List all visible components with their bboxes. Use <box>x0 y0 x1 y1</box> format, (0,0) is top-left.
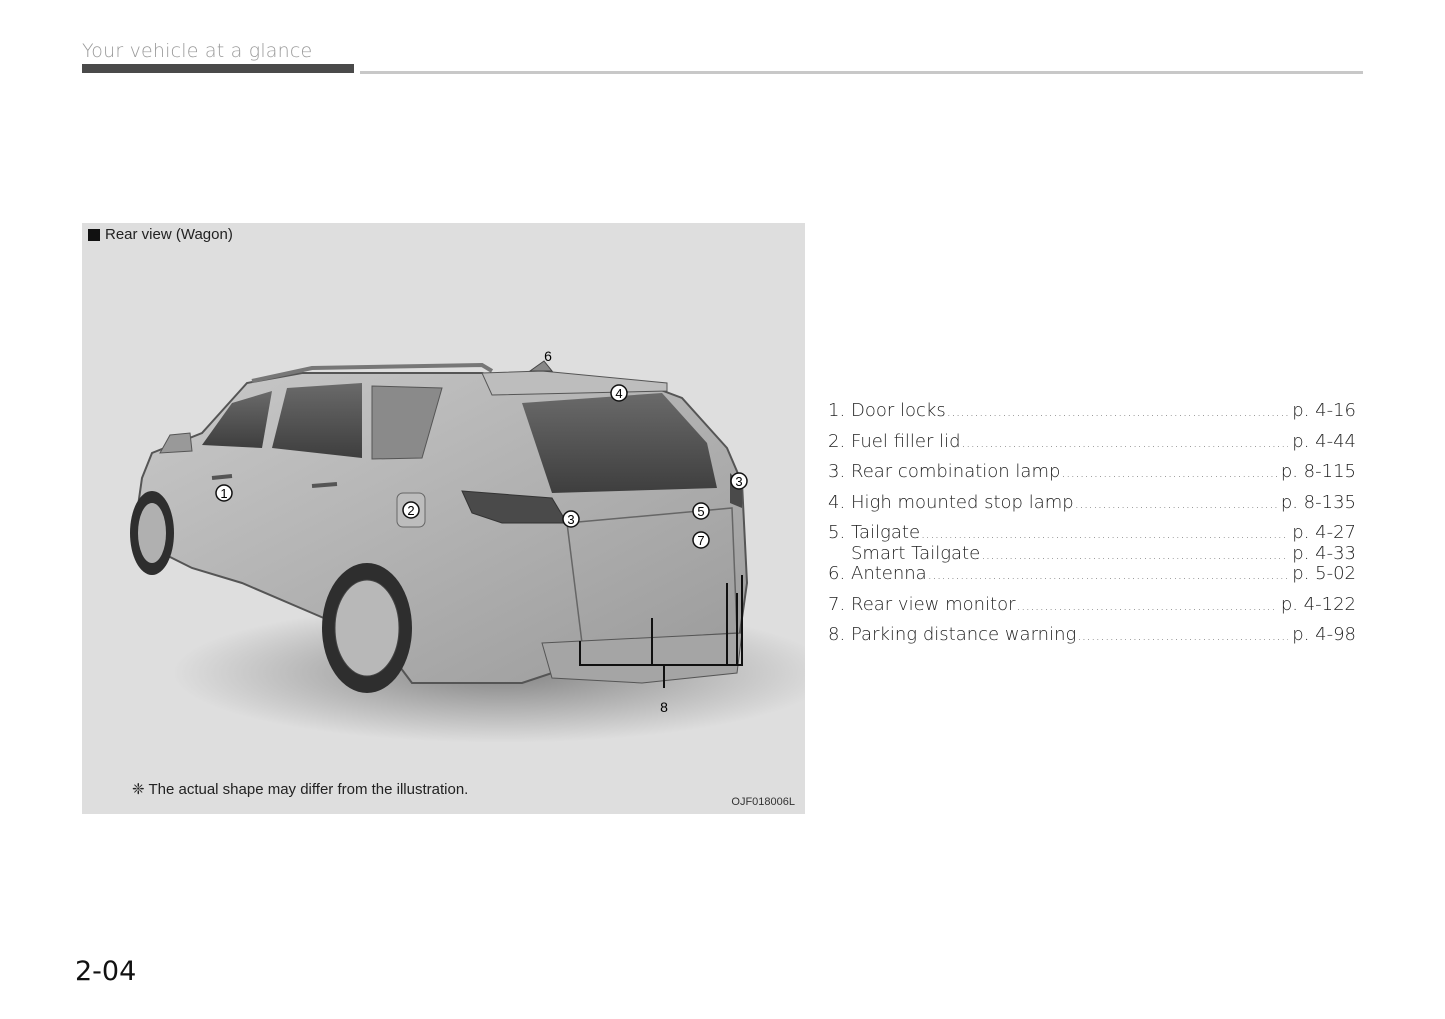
callout-6 <box>544 348 552 364</box>
legend-item-antenna <box>828 563 1356 594</box>
leader-dots <box>947 405 1289 420</box>
figure-note: ❈ The actual shape may differ from the illustration. <box>132 781 469 798</box>
legend-label: Door locks <box>851 400 946 421</box>
legend-label: Smart Tailgate <box>851 542 981 564</box>
legend-label: High mounted stop lamp <box>851 491 1074 513</box>
leader-dots <box>981 548 1288 563</box>
legend-label: Parking distance warning <box>851 624 1077 646</box>
legend-page: p. 4-122 <box>1280 593 1356 615</box>
callout-1 <box>216 485 232 501</box>
callout-label: 4 <box>615 386 623 401</box>
legend-page: p. 4-27 <box>1292 522 1356 544</box>
legend-num: 2. <box>828 430 846 452</box>
callout-7 <box>693 532 709 548</box>
legend-item-smart-tailgate <box>828 543 1356 563</box>
leader-dots <box>962 436 1289 451</box>
legend-page: p. 4-98 <box>1292 624 1356 646</box>
callout-label: 2 <box>407 503 415 518</box>
section-title: Your vehicle at a glance <box>82 40 313 62</box>
legend-item-door-locks <box>828 400 1356 431</box>
legend-label: Rear view monitor <box>851 593 1016 615</box>
rear-view-figure <box>82 223 805 814</box>
front-wheel-rim <box>138 503 166 563</box>
side-mirror <box>160 433 192 453</box>
legend-num: 7. <box>828 593 846 615</box>
legend-item-fuel-filler-lid <box>828 431 1356 462</box>
legend-item-rear-view-monitor <box>828 594 1356 625</box>
legend-page: p. 5-02 <box>1292 562 1356 584</box>
legend-num: 6. <box>828 562 846 584</box>
legend-num: 8. <box>828 624 846 646</box>
leader-dots <box>1075 497 1277 512</box>
door-handle <box>312 484 337 486</box>
legend-page: p. 4-33 <box>1292 542 1356 564</box>
callout-3-right <box>731 473 747 489</box>
roof-spoiler <box>482 371 667 395</box>
callout-label: 7 <box>697 533 705 548</box>
page-number: 2-04 <box>75 956 137 987</box>
callout-label: 1 <box>220 486 228 501</box>
header-rule <box>360 71 1363 74</box>
callout-label: 6 <box>544 348 552 364</box>
section-title-bar <box>82 64 354 73</box>
callout-label: 3 <box>567 512 575 527</box>
legend-label: Antenna <box>851 562 927 584</box>
callout-label: 8 <box>660 699 668 715</box>
callout-5 <box>693 503 709 519</box>
legend-num: 3. <box>828 461 846 483</box>
leader-dots <box>1077 629 1288 644</box>
legend-page: p. 4-44 <box>1292 430 1356 452</box>
legend-item-rear-combination-lamp <box>828 461 1356 492</box>
leader-dots <box>921 527 1288 542</box>
callout-label: 3 <box>735 474 743 489</box>
leader-dots <box>1061 466 1276 481</box>
callout-label: 5 <box>697 504 705 519</box>
legend-list <box>828 400 1356 655</box>
legend-label: Fuel filler lid <box>851 430 961 452</box>
legend-num: 4. <box>828 491 846 513</box>
figure-caption-text: Rear view (Wagon) <box>105 226 233 243</box>
legend-item-parking-distance-warning <box>828 624 1356 655</box>
leader-dots <box>928 568 1289 583</box>
callout-2 <box>403 502 419 518</box>
door-handle <box>212 476 232 478</box>
front-door-window <box>272 383 362 458</box>
legend-page: p. 8-115 <box>1280 461 1356 483</box>
legend-page: p. 8-135 <box>1280 491 1356 513</box>
car-illustration <box>82 223 805 814</box>
rear-wheel-rim <box>335 580 399 676</box>
callout-8 <box>660 699 668 715</box>
legend-page: p. 4-16 <box>1292 400 1356 421</box>
callout-3 <box>563 511 579 527</box>
legend-label: Rear combination lamp <box>851 461 1061 483</box>
legend-num: 1. <box>828 400 846 421</box>
legend-item-high-mounted-stop-lamp <box>828 492 1356 523</box>
legend-label: Tailgate <box>851 522 921 544</box>
figure-code: OJF018006L <box>731 796 795 808</box>
leader-dots <box>1017 599 1277 614</box>
legend-num: 5. <box>828 522 846 544</box>
callout-4 <box>611 385 627 401</box>
